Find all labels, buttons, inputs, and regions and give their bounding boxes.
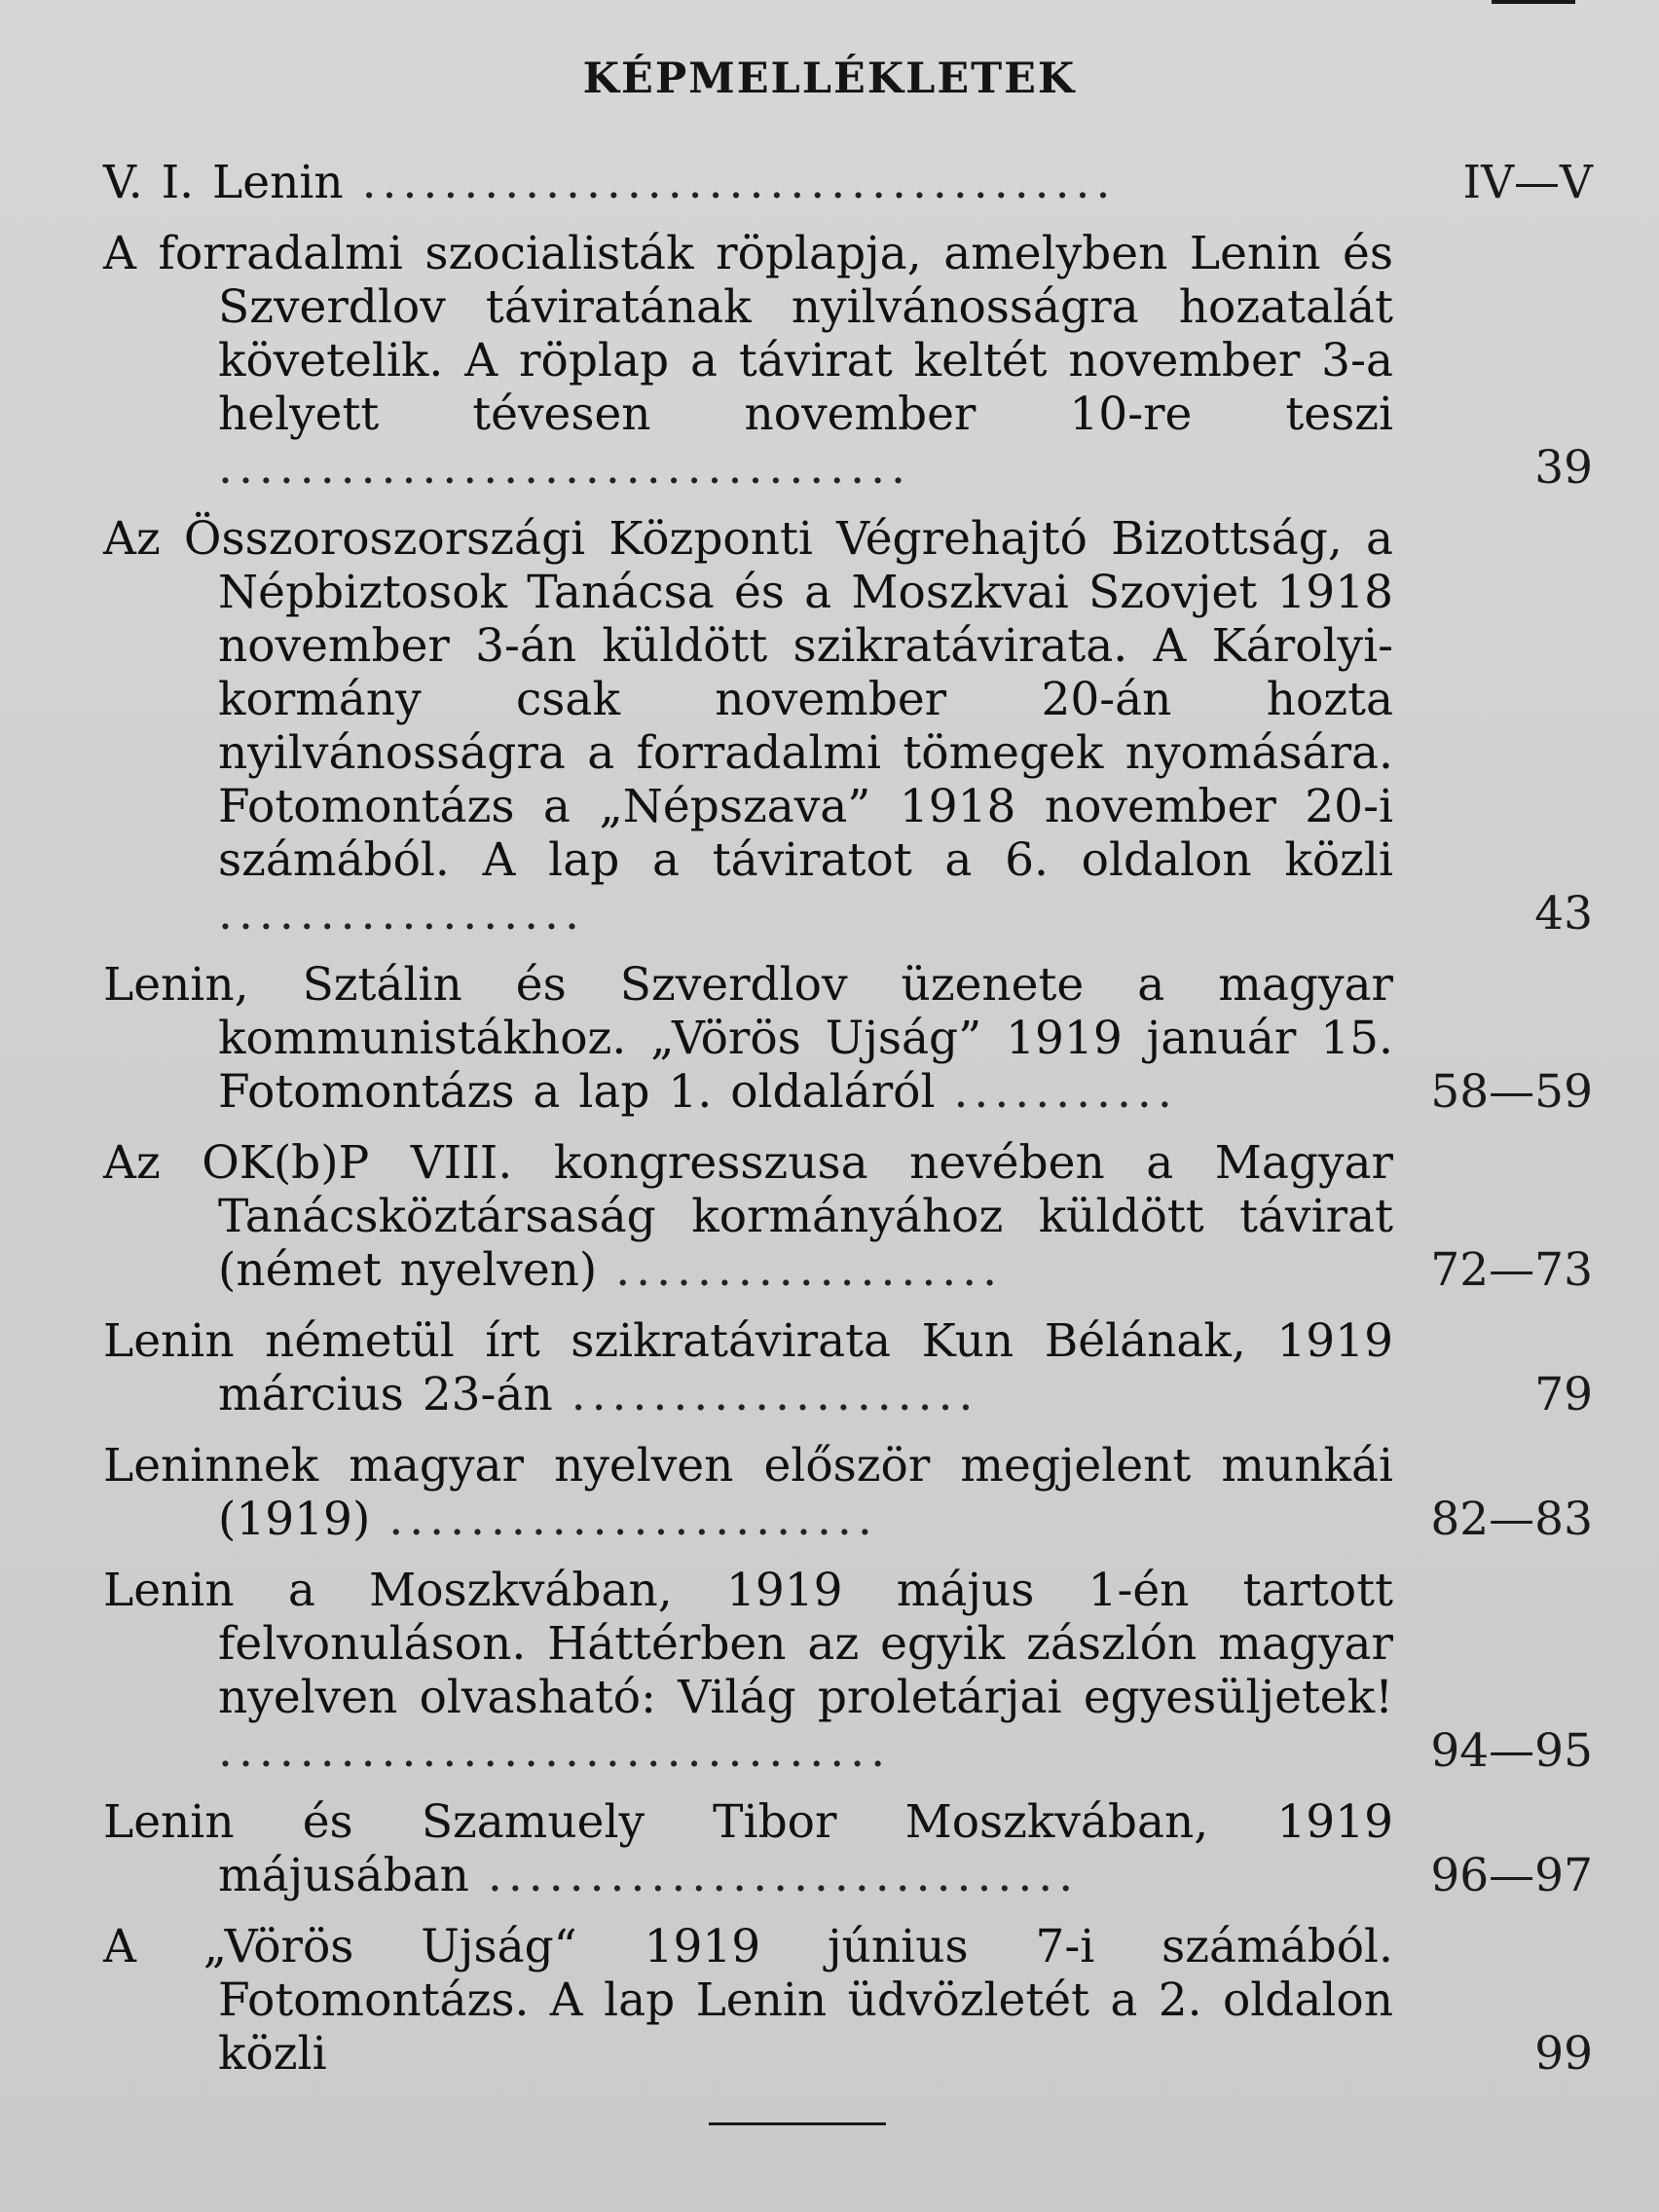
- list-item: [103, 227, 1593, 495]
- dot-leader: .............................: [487, 1849, 1080, 1902]
- page-number: 82—83: [1430, 1493, 1593, 1546]
- list-item: [103, 156, 1593, 209]
- dot-leader: ..................: [218, 887, 585, 940]
- illustration-list: [103, 156, 1593, 2098]
- entry-text: Leninnek magyar nyelven először megjelent munkái (1919): [103, 1439, 1393, 1546]
- page-title: KÉPMELLÉKLETEK: [582, 55, 1077, 103]
- page-number: IV—V: [1462, 156, 1593, 209]
- list-item: [103, 1920, 1593, 2081]
- top-rule: [1492, 0, 1575, 4]
- entry-text: Az Összoroszországi Központi Végrehajtó Bizottság, a Népbiztosok Tanácsa és a Moszkvai Szovjet 1918 november 3-án küldött szikratávirata. A Károlyi-kormány csak november 20-án hozta nyilvánosságra a forradalmi tömegek nyomására. Fotomontázs a „Népszava” 1918 november 20-i számából. A lap a táviratot a 6. oldalon közli: [103, 512, 1393, 887]
- entry-text: A „Vörös Ujság“ 1919 június 7-i számából. Fotomontázs. A lap Lenin üdvözletét a 2. oldalon közli: [103, 1920, 1393, 2081]
- bottom-rule: [709, 2122, 886, 2125]
- entry-text: V. I. Lenin: [103, 156, 344, 209]
- page-number: 43: [1534, 887, 1593, 940]
- dot-leader: ...........: [953, 1065, 1178, 1119]
- dot-leader: ..................................: [218, 441, 911, 495]
- dot-leader: ...................: [615, 1243, 1004, 1297]
- page-number: 72—73: [1430, 1243, 1593, 1297]
- page-number: 39: [1534, 441, 1593, 495]
- entry-text: Lenin a Moszkvában, 1919 május 1-én tartott felvonuláson. Háttérben az egyik zászlón magyar nyelven olvasható: Világ proletárjai egyesüljetek!: [103, 1564, 1393, 1724]
- list-item: [103, 1439, 1593, 1546]
- list-item: [103, 958, 1593, 1119]
- entry-text: Lenin és Szamuely Tibor Moszkvában, 1919 májusában: [103, 1795, 1393, 1902]
- page-number: 96—97: [1430, 1849, 1593, 1902]
- dot-leader: ....................: [571, 1368, 979, 1421]
- list-item: [103, 512, 1593, 940]
- dot-leader: .....................................: [361, 156, 1117, 209]
- entry-text: A forradalmi szocialisták röplapja, amelyben Lenin és Szverdlov táviratának nyilvánosságra hozatalát követelik. A röplap a távirat keltét november 3-a helyett tévesen november 10-re teszi: [103, 227, 1393, 441]
- dot-leader: .................................: [218, 1724, 892, 1778]
- list-item: [103, 1314, 1593, 1421]
- page-number: 79: [1534, 1368, 1593, 1421]
- list-item: [103, 1795, 1593, 1902]
- list-item: [103, 1564, 1593, 1778]
- dot-leader: ........................: [388, 1493, 878, 1546]
- entry-text: Lenin németül írt szikratávirata Kun Bélának, 1919 március 23-án: [103, 1314, 1393, 1421]
- page-number: 99: [1534, 2027, 1593, 2081]
- page-number: 58—59: [1430, 1065, 1593, 1119]
- page-number: 94—95: [1430, 1724, 1593, 1778]
- entry-text: Lenin, Sztálin és Szverdlov üzenete a magyar kommunistákhoz. „Vörös Ujság” 1919 január 15. Fotomontázs a lap 1. oldaláról: [103, 958, 1393, 1119]
- entry-text: Az OK(b)P VIII. kongresszusa nevében a Magyar Tanácsköztársaság kormányához küldött távirat (német nyelven): [103, 1136, 1393, 1297]
- list-item: [103, 1136, 1593, 1297]
